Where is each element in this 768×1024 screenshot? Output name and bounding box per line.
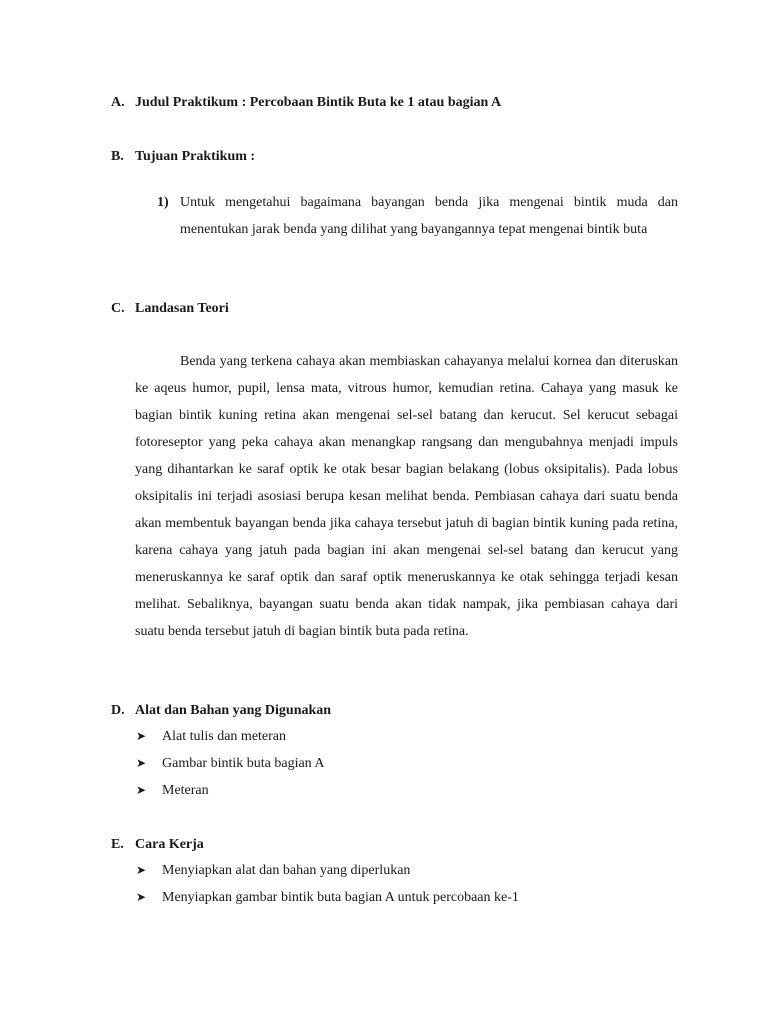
section-a-title: Judul Praktikum : Percobaan Bintik Buta ke 1 atau bagian A — [135, 95, 502, 110]
section-a-letter: A. — [111, 95, 125, 110]
list-item — [136, 750, 325, 777]
materials-list — [136, 723, 325, 804]
materials-item-text: Meteran — [162, 783, 209, 798]
list-item — [136, 857, 519, 884]
section-b-heading — [111, 149, 255, 165]
arrowhead-bullet-icon: ➤ — [136, 863, 147, 877]
section-c-heading — [111, 301, 229, 317]
arrowhead-bullet-icon: ➤ — [136, 783, 147, 797]
materials-item-text: Gambar bintik buta bagian A — [162, 756, 325, 771]
section-e-title: Cara Kerja — [135, 837, 204, 852]
section-c-letter: C. — [111, 301, 125, 316]
theory-paragraph: Benda yang terkena cahaya akan membiaskan cahayanya melalui kornea dan diteruskan ke aqeus humor, pupil, lensa mata, vitrous humor, kemudian retina. Cahaya yang masuk ke bagian bintik kuning retina akan mengenai sel-sel batang dan kerucut. Sel kerucut sebagai fotoreseptor yang peka cahaya akan menangkap rangsang dan mengubahnya menjadi impuls yang dihantarkan ke saraf optik ke otak besar bagian belakang (lobus oksipitalis). Pada lobus oksipitalis ini terjadi asosiasi berupa kesan melihat benda. Pembiasan cahaya dari suatu benda akan membentuk bayangan benda jika cahaya tersebut jatuh di bagian bintik kuning pada retina, karena cahaya yang jatuh pada bagian ini akan mengenai sel-sel batang dan kerucut yang meneruskannya ke saraf optik dan saraf optik meneruskannya ke otak sehingga terjadi kesan melihat. Sebaliknya, bayangan suatu benda akan tidak nampak, jika pembiasan cahaya dari suatu benda tersebut jatuh di bagian bintik buta pada retina. — [135, 354, 678, 639]
arrowhead-bullet-icon: ➤ — [136, 890, 147, 904]
section-e-letter: E. — [111, 837, 124, 852]
objective-number: 1) — [157, 195, 169, 210]
objective-item — [157, 189, 678, 243]
arrowhead-bullet-icon: ➤ — [136, 729, 147, 743]
section-d-heading — [111, 703, 331, 719]
section-a-heading — [111, 95, 501, 111]
arrowhead-bullet-icon: ➤ — [136, 756, 147, 770]
section-e-heading — [111, 837, 204, 853]
materials-item-text: Alat tulis dan meteran — [162, 729, 287, 744]
list-item — [136, 777, 325, 804]
list-item — [136, 884, 519, 911]
procedure-list — [136, 857, 519, 911]
list-item — [136, 723, 325, 750]
section-d-letter: D. — [111, 703, 125, 718]
section-c-title: Landasan Teori — [135, 301, 229, 316]
section-b-letter: B. — [111, 149, 124, 164]
objective-text: Untuk mengetahui bagaimana bayangan benda jika mengenai bintik muda dan menentukan jarak benda yang dilihat yang bayangannya tepat mengenai bintik buta — [180, 195, 678, 237]
procedure-item-text: Menyiapkan gambar bintik buta bagian A untuk percobaan ke-1 — [162, 890, 519, 905]
section-d-title: Alat dan Bahan yang Digunakan — [135, 703, 332, 718]
section-b-title: Tujuan Praktikum : — [135, 149, 256, 164]
procedure-item-text: Menyiapkan alat dan bahan yang diperlukan — [162, 863, 411, 878]
